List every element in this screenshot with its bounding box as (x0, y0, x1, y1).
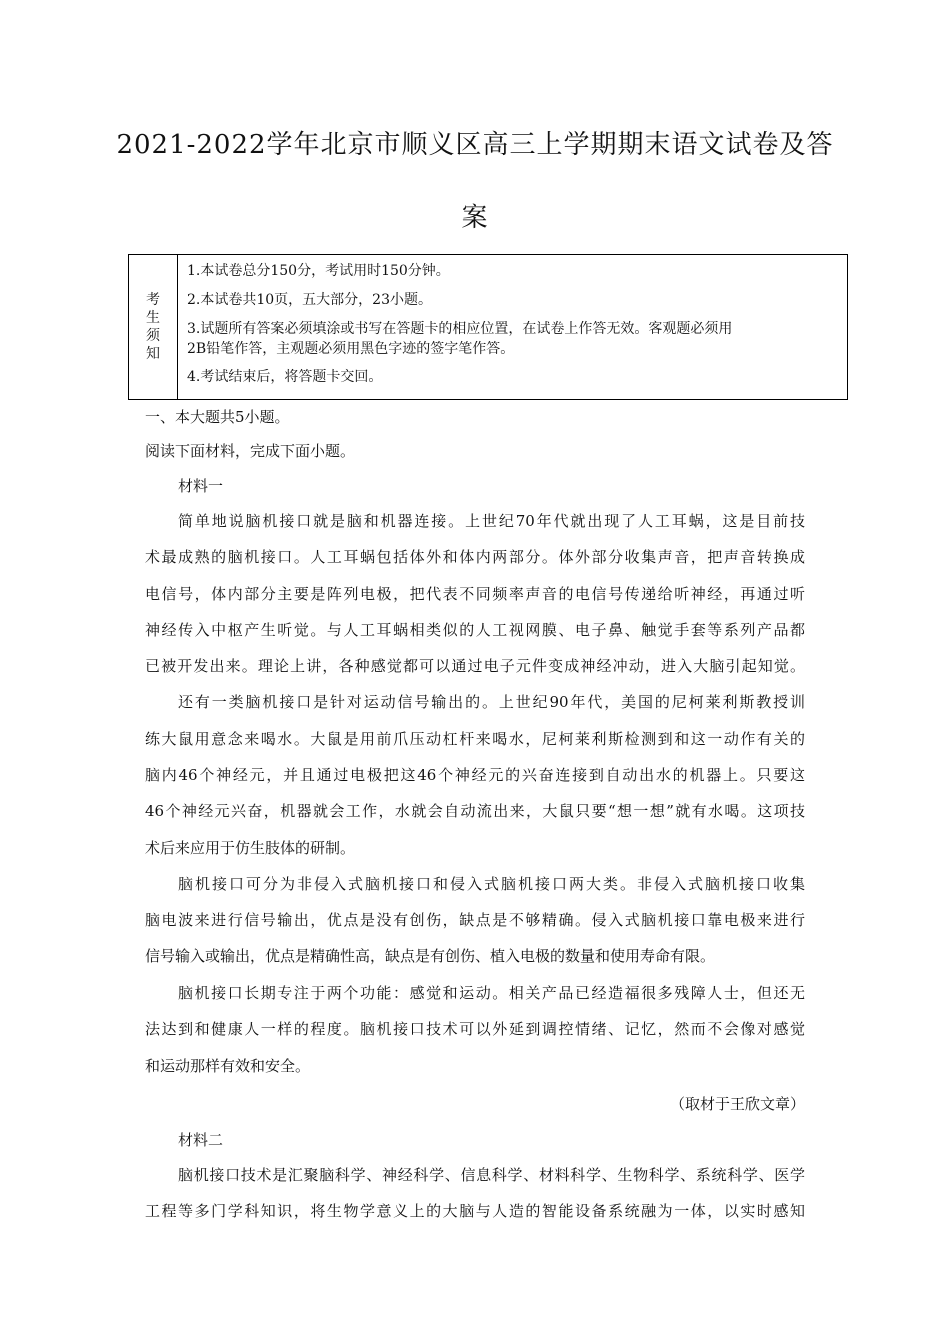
notice-item: 2.本试卷共10页，五大部分，23小题。 (187, 292, 432, 308)
material1-line: 已被开发出来。理论上讲，各种感觉都可以通过电子元件变成神经冲动，进入大脑引起知觉。 (145, 657, 805, 675)
material1-line: 练大鼠用意念来喝水。大鼠是用前爪压动杠杆来喝水，尼柯莱利斯检测到和这一动作有关的 (145, 730, 805, 748)
exam-notice-box (128, 254, 848, 400)
section-heading: 一、本大题共5小题。 (145, 408, 290, 426)
material1-line: 电信号，体内部分主要是阵列电极，把代表不同频率声音的电信号传递给听神经，再通过听 (145, 585, 805, 603)
notice-label-char: 须 (146, 328, 160, 344)
material1-line: 脑内46个神经元，并且通过电极把这46个神经元的兴奋连接到自动出水的机器上。只要这 (145, 766, 805, 784)
material1-line: 术最成熟的脑机接口。人工耳蜗包括体外和体内两部分。体外部分收集声音，把声音转换成 (145, 548, 805, 566)
section-instruction: 阅读下面材料，完成下面小题。 (145, 442, 356, 460)
material2-label: 材料二 (178, 1131, 224, 1149)
material1-line: 脑电波来进行信号输出，优点是没有创伤，缺点是不够精确。侵入式脑机接口靠电极来进行 (145, 911, 805, 929)
page-title-continued: 案 (461, 203, 489, 233)
material2-line: 工程等多门学科知识，将生物学意义上的大脑与人造的智能设备系统融为一体，以实时感知 (145, 1202, 805, 1220)
notice-label-char: 考 (146, 292, 160, 308)
notice-item-line: 2B铅笔作答，主观题必须用黑色字迹的签字笔作答。 (187, 341, 515, 357)
material1-line: 脑机接口长期专注于两个功能：感觉和运动。相关产品已经造福很多残障人士，但还无 (178, 984, 805, 1002)
material2-line: 脑机接口技术是汇聚脑科学、神经科学、信息科学、材料科学、生物科学、系统科学、医学 (178, 1166, 805, 1184)
material1-line: 脑机接口可分为非侵入式脑机接口和侵入式脑机接口两大类。非侵入式脑机接口收集 (178, 875, 805, 893)
page-title: 2021-2022学年北京市顺义区高三上学期期末语文试卷及答 (116, 130, 834, 160)
material1-line: 术后来应用于仿生肢体的研制。 (145, 839, 356, 857)
notice-label-char: 知 (146, 346, 160, 362)
material1-line: 信号输入或输出，优点是精确性高，缺点是有创伤、植入电极的数量和使用寿命有限。 (145, 947, 716, 965)
notice-item: 1.本试卷总分150分，考试用时150分钟。 (187, 263, 450, 279)
material1-label: 材料一 (178, 477, 224, 495)
material1-line: 还有一类脑机接口是针对运动信号输出的。上世纪90年代，美国的尼柯莱利斯教授训 (178, 693, 805, 711)
notice-label-char: 生 (146, 310, 160, 326)
material1-line: 法达到和健康人一样的程度。脑机接口技术可以外延到调控情绪、记忆，然而不会像对感觉 (145, 1020, 805, 1038)
material1-line: 简单地说脑机接口就是脑和机器连接。上世纪70年代就出现了人工耳蜗，这是目前技 (178, 512, 805, 530)
material1-line: 46个神经元兴奋，机器就会工作，水就会自动流出来，大鼠只要“想一想”就有水喝。这项技 (145, 802, 805, 820)
notice-item (187, 319, 839, 359)
notice-label (129, 255, 178, 399)
material1-line: 神经传入中枢产生听觉。与人工耳蜗相类似的人工视网膜、电子鼻、触觉手套等系列产品都 (145, 621, 805, 639)
notice-item: 4.考试结束后，将答题卡交回。 (187, 369, 383, 385)
material1-source: （取材于王欣文章） (669, 1095, 805, 1113)
material1-line: 和运动那样有效和安全。 (145, 1057, 311, 1075)
notice-items (178, 255, 847, 399)
notice-item-line: 3.试题所有答案必须填涂或书写在答题卡的相应位置，在试卷上作答无效。客观题必须用 (187, 321, 733, 337)
